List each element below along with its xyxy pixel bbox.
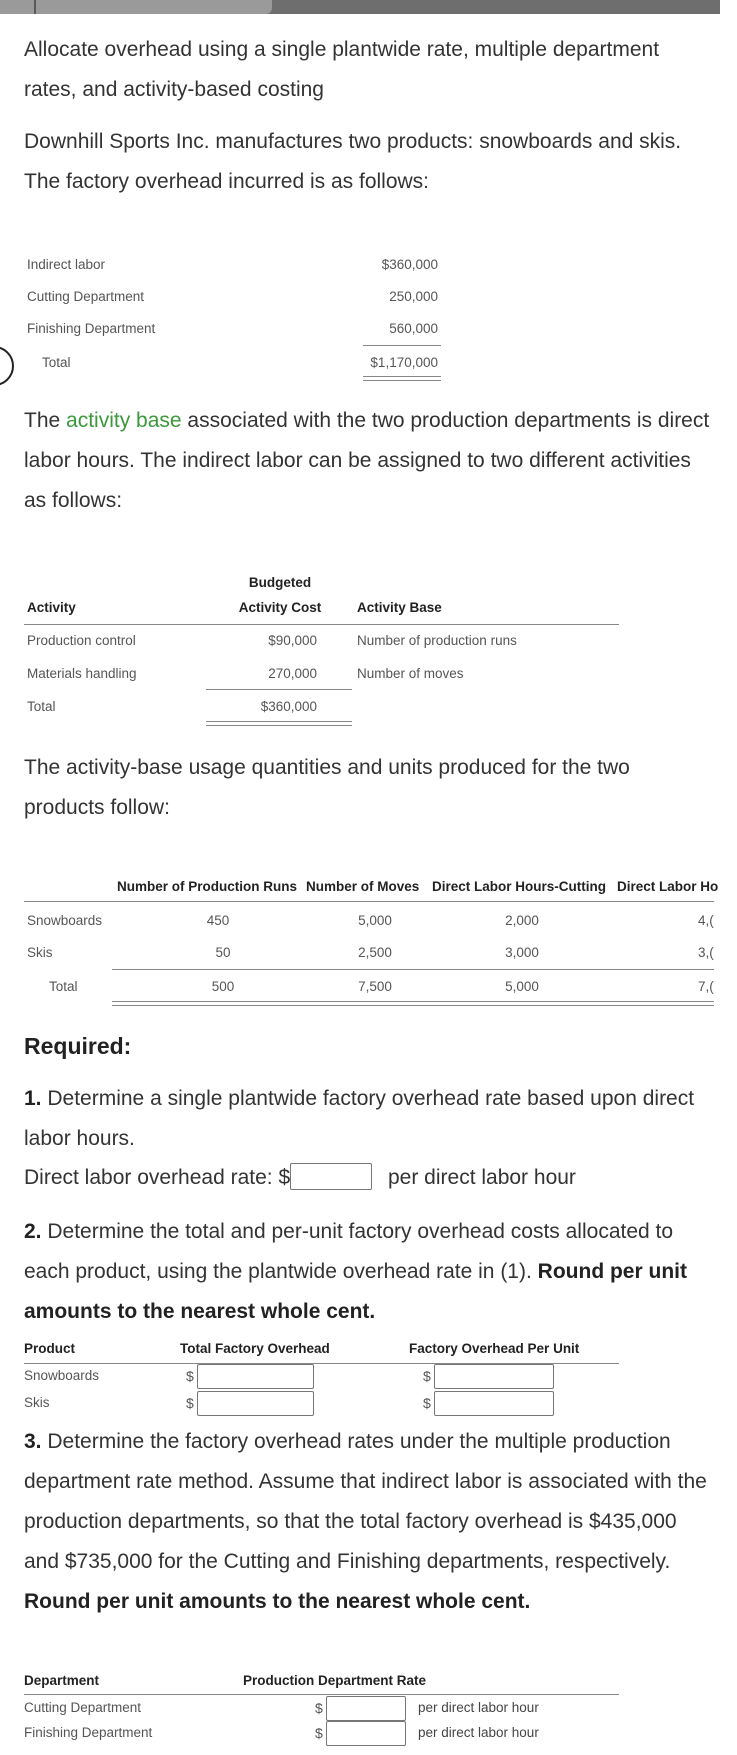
usage-value: 450	[206, 913, 230, 928]
usage-header-dlh-cutting: Direct Labor Hours-Cutting	[432, 879, 606, 894]
dollar-sign: $	[186, 1395, 194, 1411]
overhead-value: 560,000	[389, 321, 438, 336]
total-double-rule	[112, 1001, 714, 1006]
usage-header-moves: Number of Moves	[306, 879, 420, 894]
total-double-rule	[206, 721, 352, 726]
dollar-sign: $	[315, 1700, 323, 1716]
rate-suffix: per direct labor hour	[418, 1725, 539, 1740]
usage-value: 3,(	[698, 945, 714, 960]
usage-total: 7,500	[358, 979, 392, 994]
dollar-sign: $	[315, 1725, 323, 1741]
overhead-value: $360,000	[381, 257, 438, 272]
usage-header-runs: Number of Production Runs	[117, 879, 297, 894]
overhead-label: Cutting Department	[27, 289, 145, 304]
usage-value: 50	[215, 945, 231, 960]
overhead-value: 250,000	[389, 289, 438, 304]
usage-paragraph: The activity-base usage quantities and units produced for the two products follow:	[24, 756, 630, 819]
per-unit-header: Factory Overhead Per Unit	[409, 1341, 580, 1356]
skis-per-unit-input[interactable]	[434, 1391, 554, 1416]
subtotal-rule	[206, 689, 352, 690]
department-label: Finishing Department	[24, 1725, 153, 1740]
usage-total: 500	[211, 979, 235, 994]
department-label: Cutting Department	[24, 1700, 142, 1715]
activity-base: Number of moves	[357, 666, 464, 681]
usage-total-label: Total	[49, 979, 78, 994]
q2-product-label: Snowboards	[24, 1368, 100, 1383]
activity-base: Number of production runs	[357, 633, 517, 648]
dollar-sign: $	[423, 1395, 431, 1411]
header-rule	[24, 1694, 619, 1695]
usage-value: 2,500	[358, 945, 392, 960]
subtotal-rule	[112, 969, 714, 970]
q1-answer-line: Direct labor overhead rate: $ per direct labor hour	[24, 1158, 714, 1198]
top-bar	[0, 0, 720, 14]
activity-name: Production control	[27, 633, 136, 648]
activity-name: Materials handling	[27, 666, 137, 681]
activity-cost: $90,000	[268, 633, 317, 648]
activity-cost: 270,000	[268, 666, 317, 681]
usage-value: 4,(	[698, 913, 714, 928]
rate-header: Production Department Rate	[243, 1673, 427, 1688]
header-rule	[24, 901, 714, 902]
snowboards-total-overhead-input[interactable]	[197, 1364, 314, 1389]
page-title: Allocate overhead using a single plantwide rate, multiple department rates, and activity-based costing	[24, 38, 660, 101]
total-overhead-header: Total Factory Overhead	[180, 1341, 330, 1356]
activity-paragraph: The activity base associated with the two production departments is direct labor hours. The indirect labor can be assigned to two different activities as follows:	[24, 409, 710, 512]
subtotal-rule	[363, 345, 441, 346]
product-label: Snowboards	[27, 913, 103, 928]
intro-text: Downhill Sports Inc. manufactures two products: snowboards and skis. The factory overhead incurred is as follows:	[24, 130, 682, 193]
usage-total: 5,000	[505, 979, 539, 994]
total-double-rule	[363, 376, 441, 381]
top-tab	[0, 0, 272, 14]
skis-total-overhead-input[interactable]	[197, 1391, 314, 1416]
activity-base-link[interactable]: activity base	[66, 409, 182, 432]
usage-value: 2,000	[505, 913, 539, 928]
usage-value: 3,000	[505, 945, 539, 960]
cost-header-line1: Budgeted	[248, 575, 312, 590]
overhead-total-label: Total	[42, 355, 71, 370]
overhead-label: Finishing Department	[27, 321, 156, 336]
q2-product-label: Skis	[24, 1395, 50, 1410]
overhead-total-value: $1,170,000	[370, 355, 438, 370]
plantwide-rate-input[interactable]	[290, 1163, 372, 1190]
cutting-rate-input[interactable]	[326, 1696, 406, 1721]
usage-total: 7,(	[698, 979, 714, 994]
activity-header: Activity	[27, 600, 76, 615]
department-header: Department	[24, 1673, 100, 1688]
overhead-label: Indirect labor	[27, 257, 106, 272]
activity-total-label: Total	[27, 699, 56, 714]
q1-text: 1. Determine a single plantwide factory overhead rate based upon direct labor hours.	[24, 1087, 695, 1150]
usage-header-dlh-finishing: Direct Labor Ho	[617, 879, 719, 894]
dollar-sign: $	[423, 1368, 431, 1384]
q3-text: 3. Determine the factory overhead rates under the multiple production department rate method. Assume that indirect labor is associated with the production departments, so that the total factory overhead is $435,000 and $735,000 for the Cutting and Finishing departments, respectively. Round per unit amounts to the nearest whole cent.	[24, 1430, 707, 1613]
cost-header-line2: Activity Cost	[238, 600, 322, 615]
header-rule	[24, 624, 619, 625]
q2-text: 2. Determine the total and per-unit factory overhead costs allocated to each product, using the plantwide overhead rate in (1). Round per unit amounts to the nearest whole cent.	[24, 1220, 687, 1323]
product-label: Skis	[27, 945, 53, 960]
base-header: Activity Base	[357, 600, 442, 615]
rate-suffix: per direct labor hour	[418, 1700, 539, 1715]
dollar-sign: $	[186, 1368, 194, 1384]
required-heading: Required:	[24, 1033, 132, 1059]
left-edge-control[interactable]	[0, 346, 14, 386]
snowboards-per-unit-input[interactable]	[434, 1364, 554, 1389]
finishing-rate-input[interactable]	[326, 1721, 406, 1746]
usage-value: 5,000	[358, 913, 392, 928]
product-header: Product	[24, 1341, 76, 1356]
activity-total-cost: $360,000	[260, 699, 317, 714]
